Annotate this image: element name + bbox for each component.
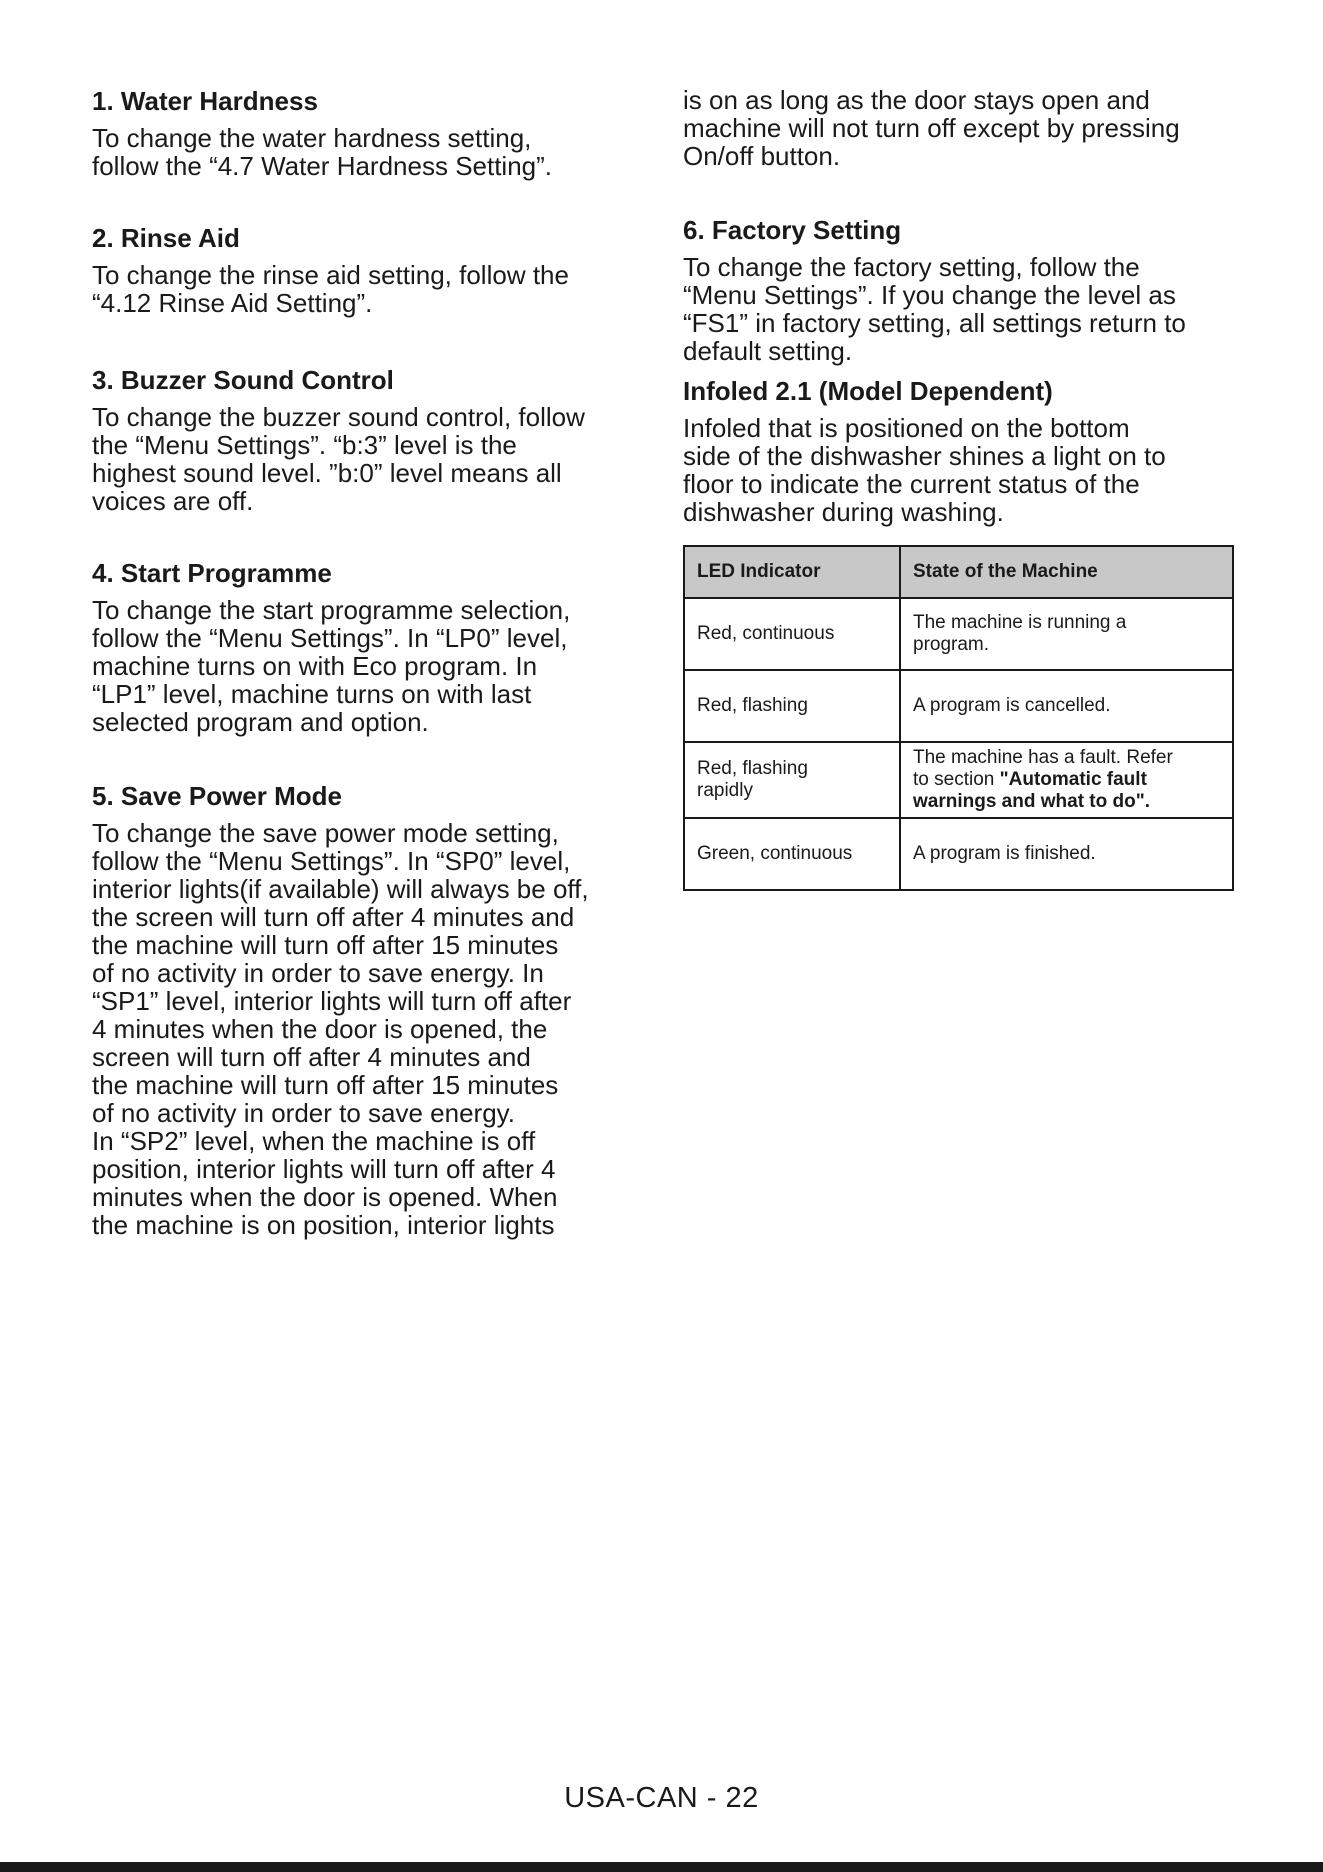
section-rinse-aid xyxy=(92,223,569,317)
section-heading: 1. Water Hardness xyxy=(92,86,318,116)
machine-state-cell: A program is cancelled. xyxy=(900,670,1233,742)
table-row xyxy=(684,742,1233,818)
table-row xyxy=(684,670,1233,742)
section-buzzer-sound-control xyxy=(92,365,585,515)
section-heading: 3. Buzzer Sound Control xyxy=(92,365,394,395)
led-indicator-cell: Red, continuous xyxy=(684,598,900,670)
table-row xyxy=(684,598,1233,670)
table-row xyxy=(684,818,1233,890)
section-body: To change the rinse aid setting, follow the “4.12 Rinse Aid Setting”. xyxy=(92,260,569,318)
machine-state-cell xyxy=(900,742,1233,818)
section-body: To change the buzzer sound control, follow the “Menu Settings”. “b:3” level is the highest sound level. ”b:0” level means all voices are off. xyxy=(92,402,585,516)
section-start-programme xyxy=(92,558,570,736)
page-number: USA-CAN - 22 xyxy=(564,1782,759,1814)
machine-state-cell: The machine is running a program. xyxy=(900,598,1233,670)
section-heading: 2. Rinse Aid xyxy=(92,223,240,253)
section-infoled xyxy=(683,376,1166,526)
machine-state-cell: A program is finished. xyxy=(900,818,1233,890)
section-save-power-mode xyxy=(92,781,589,1239)
section-heading: 5. Save Power Mode xyxy=(92,781,342,811)
section-factory-setting xyxy=(683,215,1186,365)
led-indicator-cell: Red, flashing xyxy=(684,670,900,742)
section-body: To change the start programme selection, follow the “Menu Settings”. In “LP0” level, machine turns on with Eco program. In “LP1” level, machine turns on with last selected program and option. xyxy=(92,595,571,737)
section-body: is on as long as the door stays open and machine will not turn off except by pressing On/off button. xyxy=(683,85,1180,171)
section-body: To change the save power mode setting, follow the “Menu Settings”. In “SP0” level, interior lights(if available) will always be off, the screen will turn off after 4 minutes and the machine will turn off after 15 minutes of no activity in order to save energy. In “SP1” level, interior lights will turn off after 4 minutes when the door is opened, the screen will turn off after 4 minutes and the machine will turn off after 15 minutes of no activity in order to save energy. In “SP2” level, when the machine is off position, interior lights will turn off after 4 minutes when the door is opened. When the machine is on position, interior lights xyxy=(92,818,589,1240)
section-water-hardness xyxy=(92,86,552,180)
section-heading: 6. Factory Setting xyxy=(683,215,902,245)
section-heading: 4. Start Programme xyxy=(92,558,332,588)
state-text: The machine has a fault. Refer to section xyxy=(913,747,1173,790)
bottom-divider xyxy=(0,1862,1323,1872)
section-body: To change the water hardness setting, follow the “4.7 Water Hardness Setting”. xyxy=(92,123,553,181)
led-indicator-table xyxy=(683,545,1234,891)
section-save-power-mode-continued xyxy=(683,86,1180,170)
section-body: Infoled that is positioned on the bottom side of the dishwasher shines a light on to floor to indicate the current status of the dishwasher during washing. xyxy=(683,413,1166,527)
section-heading: Infoled 2.1 (Model Dependent) xyxy=(683,376,1053,406)
section-body: To change the factory setting, follow the “Menu Settings”. If you change the level as “FS1” in factory setting, all settings return to default setting. xyxy=(683,252,1186,366)
led-indicator-cell: Red, flashing rapidly xyxy=(684,742,900,818)
led-indicator-cell: Green, continuous xyxy=(684,818,900,890)
column-header-led-indicator: LED Indicator xyxy=(684,546,900,598)
table-header-row xyxy=(684,546,1233,598)
column-header-state: State of the Machine xyxy=(900,546,1233,598)
section-reference: "Automatic fault warnings and what to do". xyxy=(913,769,1151,812)
